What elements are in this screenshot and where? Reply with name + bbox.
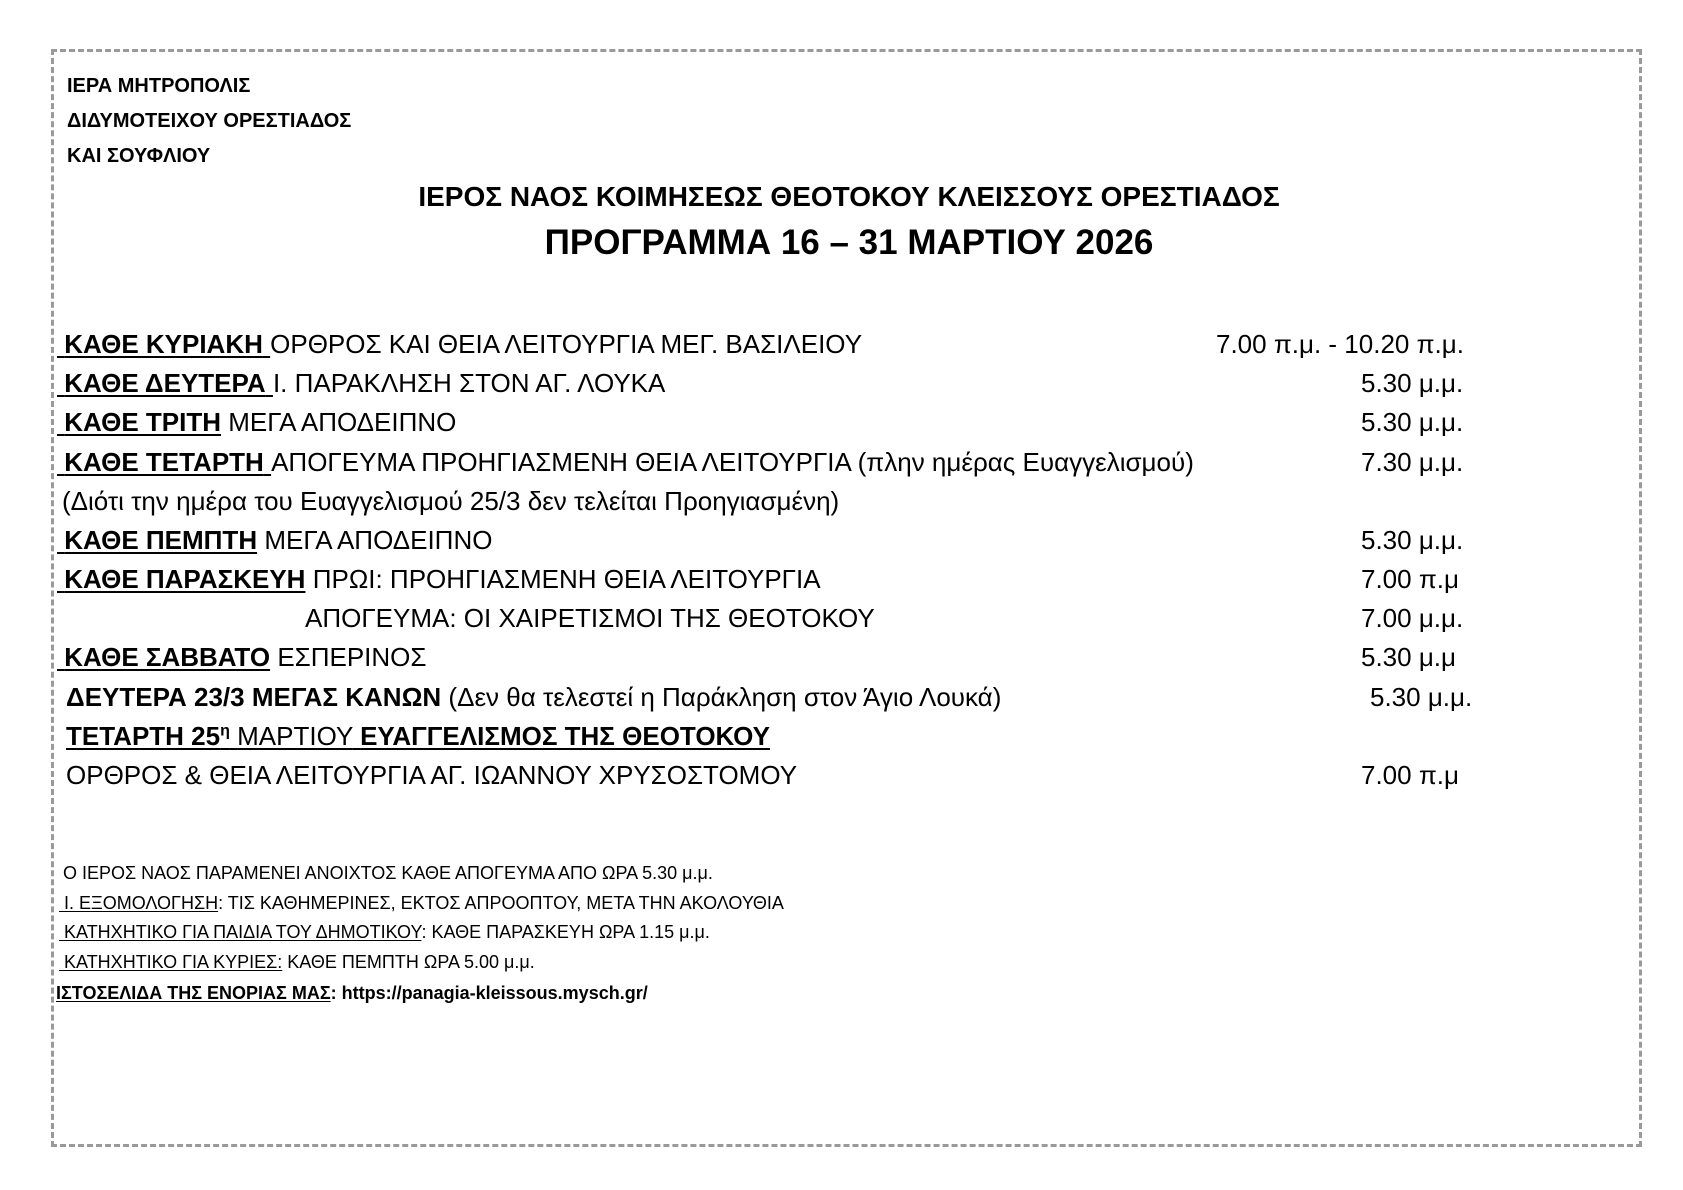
notice-text: : ΤΙΣ ΚΑΘΗΜΕΡΙΝΕΣ, ΕΚΤΟΣ ΑΠΡΟΟΠΤΟΥ, ΜΕΤΑ ΤΗΝ ΑΚΟΛΟΥΘΙΑ [218,893,784,913]
schedule-row-saturday [57,642,426,672]
service-text: ΟΡΘΡΟΣ ΚΑΙ ΘΕΙΑ ΛΕΙΤΟΥΡΓΙΑ ΜΕΓ. ΒΑΣΙΛΕΙΟΥ [270,329,863,359]
service-time: 5.30 μ.μ. [1361,407,1464,437]
annunciation-month: ΜΑΡΤΙΟΥ [237,721,353,751]
notice-confession [59,892,784,914]
day-label: ΚΑΘΕ ΚΥΡΙΑΚΗ [64,329,263,359]
friday-afternoon-service: ΑΠΟΓΕΥΜΑ: ΟΙ ΧΑΙΡΕΤΙΣΜΟΙ ΤΗΣ ΘΕΟΤΟΚΟΥ [305,603,875,633]
notice-label: ΚΑΤΗΧΗΤΙΚΟ ΓΙΑ ΚΥΡΙΕΣ: [64,952,283,972]
schedule-row-wednesday [57,447,1194,477]
church-title: ΙΕΡΟΣ ΝΑΟΣ ΚΟΙΜΗΣΕΩΣ ΘΕΟΤΟΚΟΥ ΚΛΕΙΣΣΟΥΣ ΟΡΕΣΤΙΑΔΟΣ [418,181,1280,212]
header-line-region-2: ΚΑΙ ΣΟΥΦΛΙΟΥ [67,145,211,167]
program-title: ΠΡΟΓΡΑΜΜΑ 16 – 31 ΜΑΡΤΙΟΥ 2026 [544,223,1154,262]
service-text: ΑΠΟΓΕΥΜΑ ΠΡΟΗΓΙΑΣΜΕΝΗ ΘΕΙΑ ΛΕΙΤΟΥΡΓΙΑ (πλην ημέρας Ευαγγελισμού) [271,447,1194,477]
schedule-row-sunday [57,329,862,359]
annunciation-ordinal: η [220,722,230,740]
website-url: : https://panagia-kleissous.mysch.gr/ [330,983,648,1003]
notice-label: ΙΣΤΟΣΕΛΙΔΑ ΤΗΣ ΕΝΟΡΙΑΣ ΜΑΣ [56,983,331,1003]
day-label: ΚΑΘΕ ΣΑΒΒΑΤΟ [64,642,271,672]
schedule-row-tuesday [57,407,456,437]
day-label: ΚΑΘΕ ΔΕΥΤΕΡΑ [64,368,266,398]
service-text: Ι. ΠΑΡΑΚΛΗΣΗ ΣΤΟΝ ΑΓ. ΛΟΥΚΑ [272,368,666,398]
great-canon-title: ΔΕΥΤΕΡΑ 23/3 ΜΕΓΑΣ ΚΑΝΩΝ [66,682,442,712]
day-label: ΚΑΘΕ ΠΑΡΑΣΚΕΥΗ [64,564,306,594]
service-text: ΜΕΓΑ ΑΠΟΔΕΙΠΝΟ [228,407,457,437]
notice-text: : ΚΑΘΕ ΠΑΡΑΣΚΕΥΗ ΩΡΑ 1.15 μ.μ. [421,922,710,942]
service-text: ΜΕΓΑ ΑΠΟΔΕΙΠΝΟ [264,525,493,555]
annunciation-date: ΤΕΤΑΡΤΗ 25 [66,721,221,751]
wednesday-note: (Διότι την ημέρα του Ευαγγελισμού 25/3 δεν τελείται Προηγιασμένη) [62,486,840,516]
schedule-row-thursday [57,525,492,555]
day-label: ΚΑΘΕ ΠΕΜΠΤΗ [64,525,258,555]
day-label: ΚΑΘΕ ΤΕΤΑΡΤΗ [64,447,264,477]
schedule-row-friday [57,564,821,594]
day-label: ΚΑΘΕ ΤΡΙΤΗ [64,407,221,437]
service-text: ΠΡΩΙ: ΠΡΟΗΓΙΑΣΜΕΝΗ ΘΕΙΑ ΛΕΙΤΟΥΡΓΙΑ [312,564,821,594]
notice-open-hours: Ο ΙΕΡΟΣ ΝΑΟΣ ΠΑΡΑΜΕΝΕΙ ΑΝΟΙΧΤΟΣ ΚΑΘΕ ΑΠΟΓΕΥΜΑ ΑΠΟ ΩΡΑ 5.30 μ.μ. [63,863,713,883]
service-text: ΕΣΠΕΡΙΝΟΣ [277,642,427,672]
header-line-region: ΔΙΔΥΜΟΤΕΙΧΟΥ ΟΡΕΣΤΙΑΔΟΣ [67,110,352,132]
schedule-row-monday [57,368,665,398]
notice-text: ΚΑΘΕ ΠΕΜΠΤΗ ΩΡΑ 5.00 μ.μ. [287,952,535,972]
annunciation-heading [66,721,770,751]
service-time: 7.00 π.μ. - 10.20 π.μ. [1216,329,1464,359]
service-time: 5.30 μ.μ. [1361,525,1464,555]
annunciation-feast: ΕΥΑΓΓΕΛΙΣΜΟΣ ΤΗΣ ΘΕΟΤΟΚΟΥ [360,721,770,751]
service-time: 5.30 μ.μ. [1361,368,1464,398]
header-line-metropolis: ΙΕΡΑ ΜΗΤΡΟΠΟΛΙΣ [67,75,251,97]
great-canon-note: (Δεν θα τελεστεί η Παράκληση στον Άγιο Λουκά) [448,682,1002,712]
notice-website [56,982,648,1004]
service-time: 7.00 π.μ [1361,564,1459,594]
service-time: 7.30 μ.μ. [1361,447,1464,477]
service-time: 7.00 π.μ [1361,760,1459,790]
service-time: 7.00 μ.μ. [1361,603,1464,633]
service-time: 5.30 μ.μ. [1370,682,1473,712]
great-canon-row [66,682,1001,712]
notice-label: ΚΑΤΗΧΗΤΙΚΟ ΓΙΑ ΠΑΙΔΙΑ ΤΟΥ ΔΗΜΟΤΙΚΟΥ [64,922,422,942]
notice-catechism-women [59,951,535,973]
notice-catechism-children [59,921,710,943]
notice-label: Ι. ΕΞΟΜΟΛΟΓΗΣΗ [64,893,219,913]
service-time: 5.30 μ.μ [1361,642,1457,672]
annunciation-service: ΟΡΘΡΟΣ & ΘΕΙΑ ΛΕΙΤΟΥΡΓΙΑ ΑΓ. ΙΩΑΝΝΟΥ ΧΡΥΣΟΣΤΟΜΟΥ [66,760,798,790]
